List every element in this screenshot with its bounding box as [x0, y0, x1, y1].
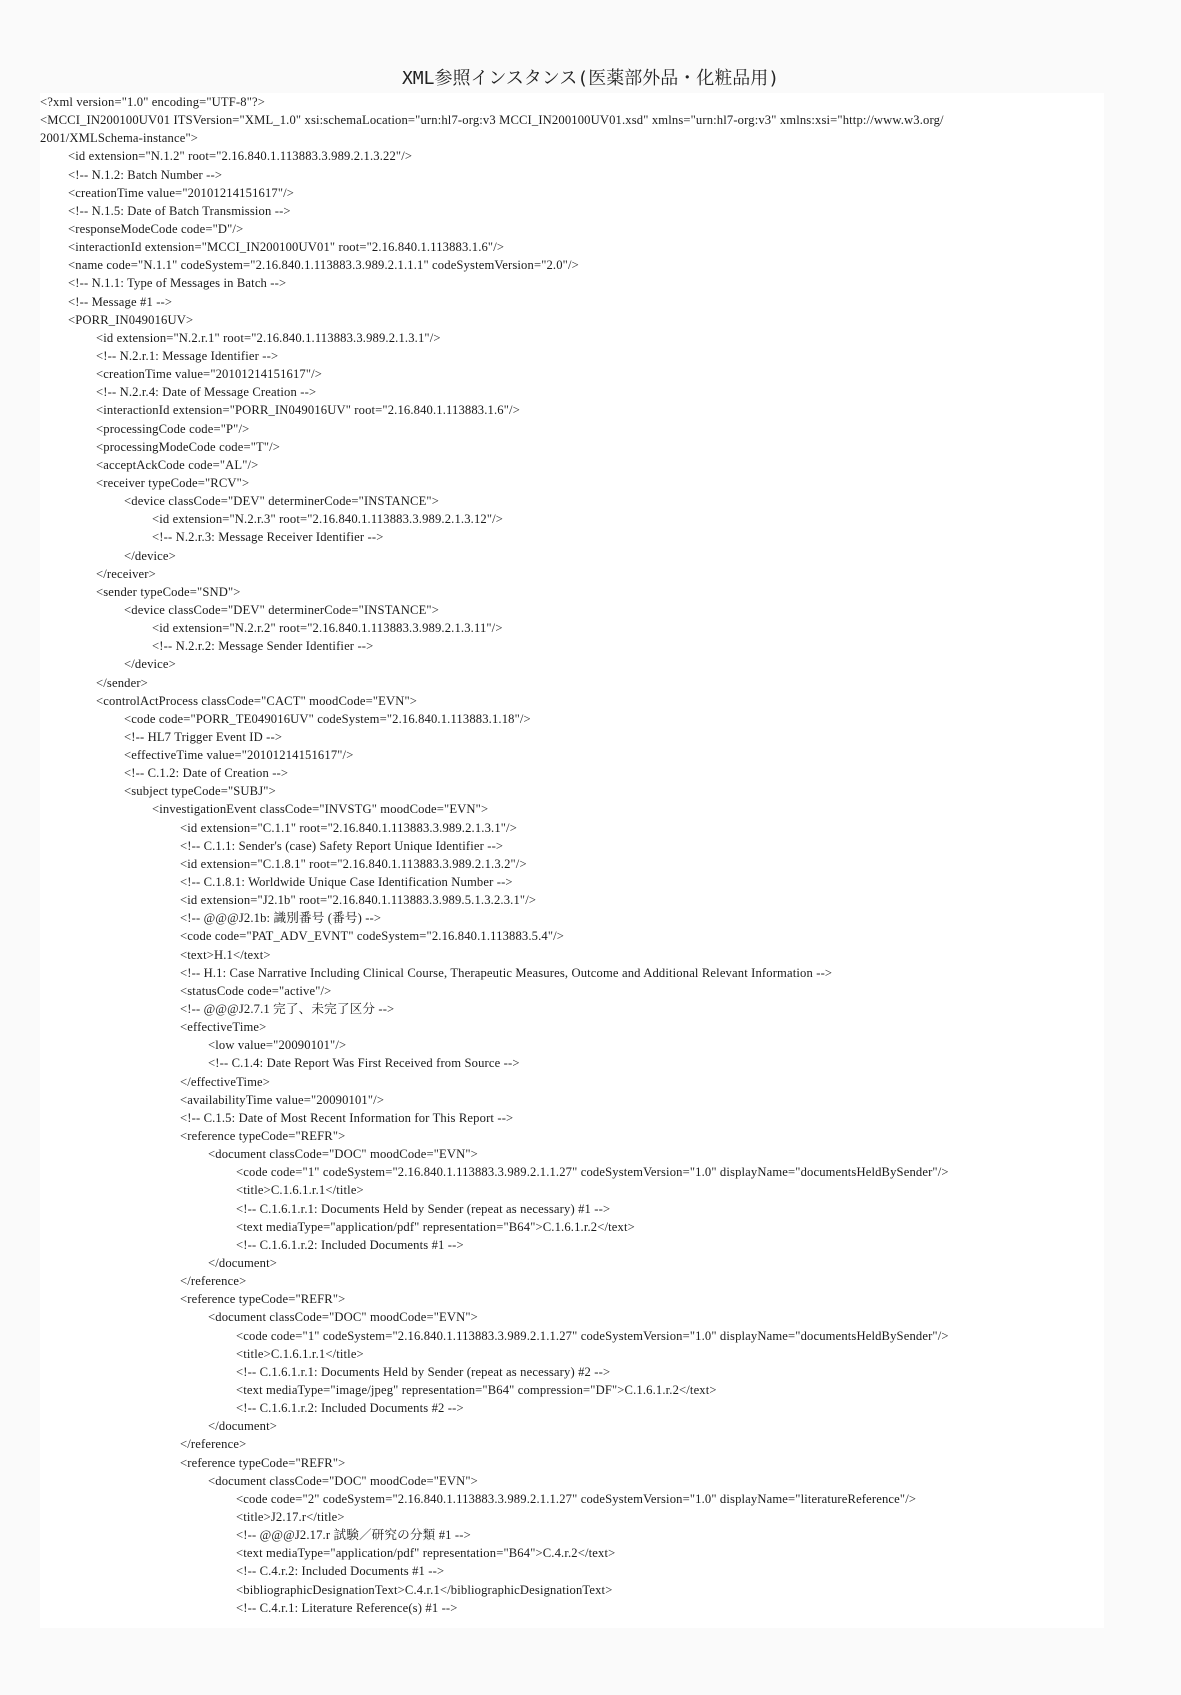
code-line: <id extension="J2.1b" root="2.16.840.1.113883.3.989.5.1.3.2.3.1"/>	[180, 893, 537, 908]
code-line: <bibliographicDesignationText>C.4.r.1</bibliographicDesignationText>	[236, 1582, 613, 1597]
code-line: <text mediaType="image/jpeg" representation="B64" compression="DF">C.1.6.1.r.2</text>	[236, 1382, 717, 1397]
code-line: <PORR_IN049016UV>	[68, 312, 194, 327]
code-line: <reference typeCode="REFR">	[180, 1292, 346, 1307]
code-line: <!-- C.4.r.2: Included Documents #1 -->	[236, 1564, 445, 1579]
code-line: <text mediaType="application/pdf" representation="B64">C.4.r.2</text>	[236, 1546, 616, 1561]
code-line: <availabilityTime value="20090101"/>	[180, 1092, 385, 1107]
code-line: </device>	[124, 548, 176, 563]
code-line: <receiver typeCode="RCV">	[96, 475, 250, 490]
code-line: <?xml version="1.0" encoding="UTF-8"?>	[40, 95, 266, 109]
code-line: <!-- C.1.5: Date of Most Recent Information for This Report -->	[180, 1110, 514, 1125]
code-line: <!-- H.1: Case Narrative Including Clinical Course, Therapeutic Measures, Outcome and Additional Relevant Information -->	[180, 965, 833, 980]
code-line: <name code="N.1.1" codeSystem="2.16.840.1.113883.3.989.2.1.1.1" codeSystemVersion="2.0"/>	[68, 258, 579, 273]
code-line: <!-- N.2.r.1: Message Identifier -->	[96, 348, 279, 363]
code-line: <!-- C.1.8.1: Worldwide Unique Case Identification Number -->	[180, 875, 513, 890]
code-line: </device>	[124, 657, 176, 672]
code-line: </document>	[208, 1256, 278, 1270]
code-line: <!-- N.1.5: Date of Batch Transmission -->	[68, 203, 291, 218]
code-line: <processingModeCode code="T"/>	[96, 439, 281, 454]
code-line: <id extension="N.2.r.2" root="2.16.840.1.113883.3.989.2.1.3.11"/>	[152, 621, 503, 636]
code-line: <!-- C.1.6.1.r.2: Included Documents #2 -->	[236, 1401, 464, 1416]
code-line: <device classCode="DEV" determinerCode="INSTANCE">	[124, 494, 439, 509]
code-line: <acceptAckCode code="AL"/>	[96, 457, 259, 472]
code-line: <statusCode code="active"/>	[180, 983, 332, 998]
document-title: XML参照インスタンス(医薬部外品・化粧品用)	[401, 68, 780, 89]
code-line: </reference>	[180, 1274, 247, 1289]
code-line: <id extension="N.2.r.1" root="2.16.840.1.113883.3.989.2.1.3.1"/>	[96, 330, 441, 345]
code-line: <reference typeCode="REFR">	[180, 1455, 346, 1470]
code-line: <MCCI_IN200100UV01 ITSVersion="XML_1.0" xsi:schemaLocation="urn:hl7-org:v3 MCCI_IN200100UV01.xsd" xmlns="urn:hl7-org:v3" xmlns:xsi="http://www.w3.org/	[40, 113, 944, 128]
code-line: <controlActProcess classCode="CACT" moodCode="EVN">	[96, 693, 418, 708]
code-line: <code code="2" codeSystem="2.16.840.1.113883.3.989.2.1.1.27" codeSystemVersion="1.0" displayName="literatureReference"/>	[236, 1491, 917, 1506]
code-line: </sender>	[96, 675, 148, 690]
code-line: <!-- C.1.1: Sender's (case) Safety Report Unique Identifier -->	[180, 838, 504, 853]
code-line: <interactionId extension="PORR_IN049016UV" root="2.16.840.1.113883.1.6"/>	[96, 403, 520, 418]
code-line: <!-- N.1.2: Batch Number -->	[68, 167, 223, 182]
code-line: <!-- C.1.6.1.r.2: Included Documents #1 -->	[236, 1237, 464, 1252]
code-line: <title>C.1.6.1.r.1</title>	[236, 1346, 364, 1361]
code-line: <!-- HL7 Trigger Event ID -->	[124, 729, 283, 744]
xml-code-listing	[40, 93, 1180, 1617]
code-line: <code code="PAT_ADV_EVNT" codeSystem="2.16.840.1.113883.5.4"/>	[180, 929, 565, 944]
code-line: <!-- @@@J2.7.1 完了、未完了区分 -->	[180, 1002, 395, 1017]
code-line: <low value="20090101"/>	[208, 1038, 347, 1053]
code-line: <!-- C.1.6.1.r.1: Documents Held by Sender (repeat as necessary) #1 -->	[236, 1201, 611, 1216]
code-line: <text>H.1</text>	[180, 947, 271, 962]
code-line: <effectiveTime>	[180, 1020, 267, 1035]
code-line: 2001/XMLSchema-instance">	[40, 131, 198, 146]
code-line: <id extension="C.1.8.1" root="2.16.840.1.113883.3.989.2.1.3.2"/>	[180, 856, 527, 871]
code-line: <code code="1" codeSystem="2.16.840.1.113883.3.989.2.1.1.27" codeSystemVersion="1.0" displayName="documentsHeldBySender"/>	[236, 1165, 949, 1180]
code-line: <device classCode="DEV" determinerCode="INSTANCE">	[124, 602, 439, 617]
code-line: <id extension="C.1.1" root="2.16.840.1.113883.3.989.2.1.3.1"/>	[180, 820, 517, 835]
code-line: </reference>	[180, 1437, 247, 1452]
code-line: <creationTime value="20101214151617"/>	[96, 367, 323, 382]
code-line: <id extension="N.2.r.3" root="2.16.840.1.113883.3.989.2.1.3.12"/>	[152, 512, 504, 527]
code-line: <document classCode="DOC" moodCode="EVN">	[208, 1310, 478, 1325]
code-line: <!-- C.1.2: Date of Creation -->	[124, 766, 289, 781]
code-line: <title>J2.17.r</title>	[236, 1509, 345, 1524]
code-line: <text mediaType="application/pdf" representation="B64">C.1.6.1.r.2</text>	[236, 1219, 635, 1234]
code-line: <!-- C.4.r.1: Literature Reference(s) #1 -->	[236, 1600, 458, 1615]
code-line: </document>	[208, 1419, 278, 1434]
code-line: <!-- C.1.6.1.r.1: Documents Held by Sender (repeat as necessary) #2 -->	[236, 1364, 611, 1379]
code-line: <creationTime value="20101214151617"/>	[68, 185, 295, 200]
code-line: <title>C.1.6.1.r.1</title>	[236, 1183, 364, 1198]
code-line: <document classCode="DOC" moodCode="EVN">	[208, 1473, 478, 1488]
code-line: <sender typeCode="SND">	[96, 584, 241, 599]
code-line: <!-- N.2.r.2: Message Sender Identifier -->	[152, 639, 374, 654]
code-line: <effectiveTime value="20101214151617"/>	[124, 748, 354, 763]
code-line: <processingCode code="P"/>	[96, 421, 250, 436]
code-line: <!-- N.2.r.4: Date of Message Creation -->	[96, 385, 317, 400]
code-line: <investigationEvent classCode="INVSTG" moodCode="EVN">	[152, 802, 489, 817]
code-line: <!-- @@@J2.17.r 試験／研究の分類 #1 -->	[236, 1528, 471, 1543]
code-line: <!-- @@@J2.1b: 識別番号 (番号) -->	[180, 911, 382, 926]
code-line: <reference typeCode="REFR">	[180, 1129, 346, 1144]
code-line: <code code="1" codeSystem="2.16.840.1.113883.3.989.2.1.1.27" codeSystemVersion="1.0" displayName="documentsHeldBySender"/>	[236, 1328, 949, 1343]
code-line: <!-- N.1.1: Type of Messages in Batch -->	[68, 276, 287, 291]
code-line: <interactionId extension="MCCI_IN200100UV01" root="2.16.840.1.113883.1.6"/>	[68, 240, 505, 255]
code-line: <!-- N.2.r.3: Message Receiver Identifier -->	[152, 530, 384, 545]
code-line: <!-- C.1.4: Date Report Was First Received from Source -->	[208, 1056, 520, 1071]
code-line: <document classCode="DOC" moodCode="EVN">	[208, 1147, 478, 1162]
code-line: <code code="PORR_TE049016UV" codeSystem="2.16.840.1.113883.1.18"/>	[124, 711, 531, 726]
code-line: <id extension="N.1.2" root="2.16.840.1.113883.3.989.2.1.3.22"/>	[68, 149, 413, 164]
code-line: </effectiveTime>	[180, 1074, 271, 1089]
code-line: </receiver>	[96, 566, 156, 581]
code-line: <!-- Message #1 -->	[68, 294, 173, 309]
code-line: <responseModeCode code="D"/>	[68, 221, 244, 236]
code-line: <subject typeCode="SUBJ">	[124, 784, 276, 799]
